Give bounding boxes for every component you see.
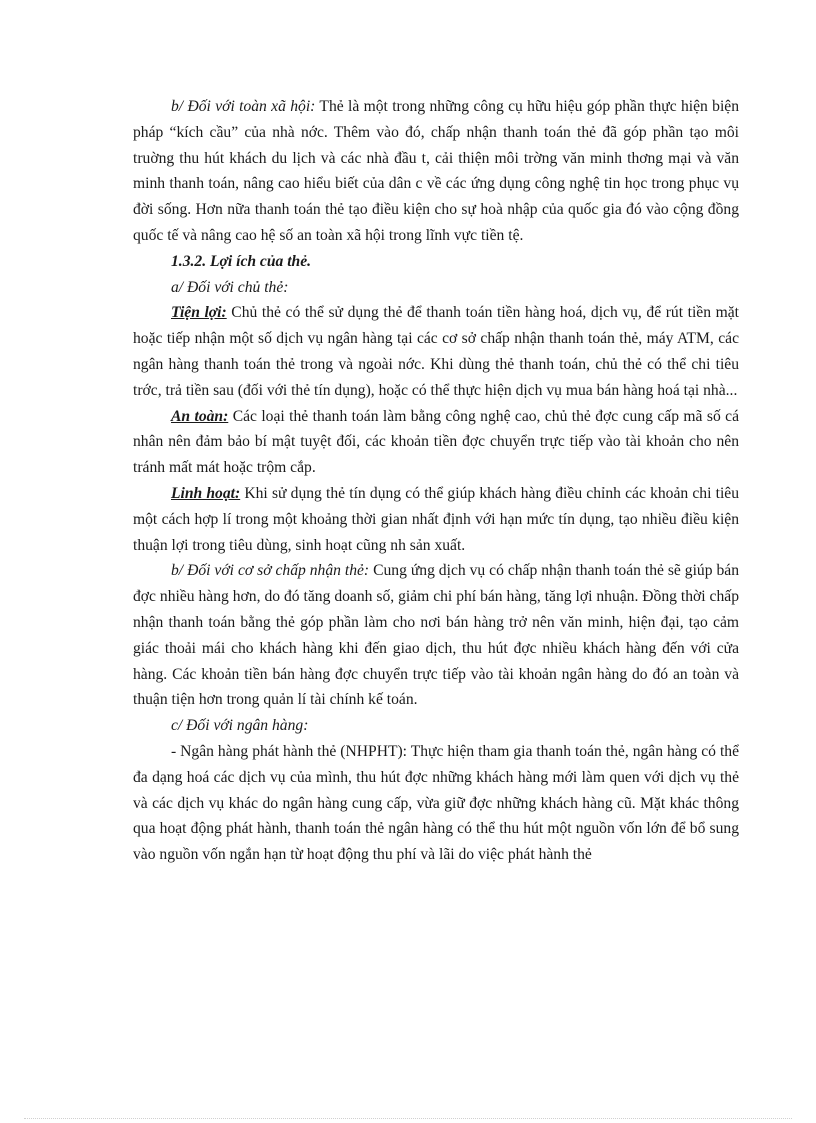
subheading-bank-text: c/ Đối với ngân hàng: (171, 717, 309, 735)
text-issuing-bank: - Ngân hàng phát hành thẻ (NHPHT): Thực hiện tham gia thanh toán thẻ, ngân hàng có thể đa dạng hoá các dịch vụ của mình, thu hút đợc những khách hàng mới làm quen với dịch vụ thẻ và các dịch vụ khác do ngân hàng cung cấp, vừa giữ đợc những khách hàng cũ. Mặt khác thông qua hoạt động phát hành, thanh toán thẻ ngân hàng có thể thu hút một nguồn vốn lớn để bổ sung vào nguồn vốn ngắn hạn từ hoạt động thu phí và lãi do việc phát hành thẻ (133, 742, 739, 864)
page-bottom-divider (24, 1118, 792, 1119)
paragraph-merchant (133, 558, 739, 713)
label-convenience: Tiện lợi: (171, 304, 227, 322)
label-safety: An toàn: (171, 407, 229, 425)
text-safety: Các loại thẻ thanh toán làm bằng công nghệ cao, chủ thẻ đợc cung cấp mã số cá nhân nên đảm bảo bí mật tuyệt đối, các khoản tiền đợc chuyển trực tiếp vào tài khoản cho nên tránh mất mát hoặc trộm cắp. (133, 407, 739, 477)
paragraph-flexibility (133, 481, 739, 558)
text-convenience: Chủ thẻ có thể sử dụng thẻ để thanh toán tiền hàng hoá, dịch vụ, để rút tiền mặt hoặc tiếp nhận một số dịch vụ ngân hàng tại các cơ sở chấp nhận thanh toán thẻ, máy ATM, các ngân hàng thanh toán thẻ trong và ngoài nớc. Khi dùng thẻ thanh toán, chủ thẻ có thể chi tiêu trớc, trả tiền sau (đối với thẻ tín dụng), hoặc có thể thực hiện dịch vụ mua bán hàng hoá tại nhà... (133, 304, 740, 399)
subheading-cardholder-text: a/ Đối với chủ thẻ: (171, 278, 289, 296)
label-society: b/ Đối với toàn xã hội: (171, 98, 316, 115)
paragraph-convenience (133, 300, 739, 403)
heading-text: 1.3.2. Lợi ích của thẻ. (171, 252, 312, 270)
text-society: Thẻ là một trong những công cụ hữu hiệu góp phần thực hiện biện pháp “kích cầu” của nhà nớc. Thêm vào đó, chấp nhận thanh toán thẻ đã góp phần tạo môi truờng thu hút khách du lịch và các nhà đầu t, cải thiện môi trờng văn minh thơng mại và văn minh thanh toán, nâng cao hiểu biết của dân c về các ứng dụng công nghệ tin học trong phục vụ đời sống. Hơn nữa thanh toán thẻ tạo điều kiện cho sự hoà nhập của quốc gia đó vào cộng đồng quốc tế và nâng cao hệ số an toàn xã hội trong lĩnh vực tiền tệ. (133, 98, 739, 244)
label-flexibility: Linh hoạt: (171, 484, 241, 502)
subheading-bank (133, 713, 739, 739)
paragraph-safety (133, 404, 739, 481)
section-heading (133, 249, 739, 275)
document-page (133, 94, 739, 868)
text-merchant: Cung ứng dịch vụ có chấp nhận thanh toán thẻ sẽ giúp bán đợc nhiều hàng hơn, do đó tăng doanh số, giảm chi phí bán hàng, tăng lợi nhuận. Đồng thời chấp nhận thanh toán bằng thẻ góp phần làm cho nơi bán hàng trở nên văn minh, hiện đại, tạo cảm giác thoải mái cho khách hàng khi đến giao dịch, thu hút đợc nhiều khách hàng đến với cửa hàng. Các khoản tiền bán hàng đợc chuyển trực tiếp vào tài khoản ngân hàng do đó an toàn và thuận tiện hơn trong quản lí tài chính kế toán. (133, 562, 739, 709)
paragraph-issuing-bank (133, 739, 739, 868)
subheading-cardholder (133, 275, 739, 301)
label-merchant: b/ Đối với cơ sở chấp nhận thẻ: (171, 562, 370, 580)
text-flexibility: Khi sử dụng thẻ tín dụng có thể giúp khách hàng điều chỉnh các khoản chi tiêu một cách hợp lí trong một khoảng thời gian nhất định với hạn mức tín dụng, tạo nhiều điều kiện thuận lợi trong tiêu dùng, sinh hoạt cũng nh sản xuất. (133, 484, 739, 554)
paragraph-society (133, 94, 739, 249)
